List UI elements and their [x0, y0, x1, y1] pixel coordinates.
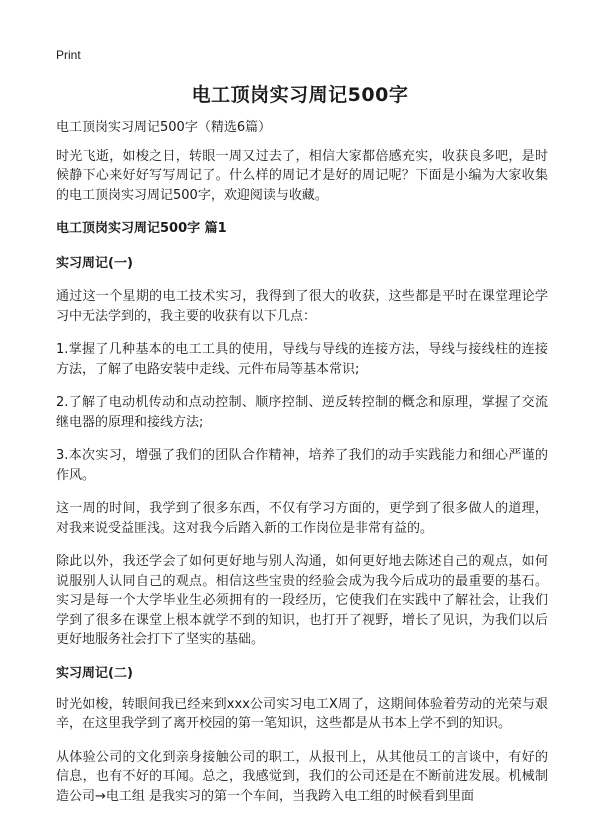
intro-paragraph: 时光飞逝，如梭之日，转眼一周又过去了，相信大家都倍感充实，收获良多吧，是时候静下心来好好写写周记了。什么样的周记才是好的周记呢？下面是小编为大家收集的电工顶岗实习周记500字，欢迎阅读与收藏。	[56, 148, 548, 203]
article-subtitle: 电工顶岗实习周记500字（精选6篇）	[56, 120, 272, 135]
paragraph: 1.掌握了几种基本的电工工具的使用，导线与导线的连接方法，导线与接线柱的连接方法，了解了电路安装中走线、元件布局等基本常识;	[56, 342, 548, 377]
paragraph: 从体验公司的文化到亲身接触公司的职工，从报刊上，从其他员工的言谈中，有好的信息，也有不好的耳闻。总之，我感觉到，我们的公司还是在不断前进发展。机械制造公司→电工组 是我实习的第一个车间，当我跨入电工组的时候看到里面	[56, 749, 548, 804]
paragraph: 通过这一个星期的电工技术实习，我得到了很大的收获，这些都是平时在课堂理论学习中无法学到的，我主要的收获有以下几点：	[56, 289, 548, 324]
entry-heading: 实习周记(一)	[56, 256, 133, 271]
entry-heading: 实习周记(二)	[56, 665, 133, 681]
paragraph: 2.了解了电动机传动和点动控制、顺序控制、逆反转控制的概念和原理，掌握了交流继电器的原理和接线方法;	[56, 395, 548, 430]
paragraph: 3.本次实习，增强了我们的团队合作精神，培养了我们的动手实践能力和细心严谨的作风。	[56, 448, 548, 483]
paragraph: 除此以外，我还学会了如何更好地与别人沟通，如何更好地去陈述自己的观点，如何说服别人认同自己的观点。相信这些宝贵的经验会成为我今后成功的最重要的基石。实习是每一个大学毕业生必须拥有的一段经历，它使我们在实践中了解社会，让我们学到了很多在课堂上根本就学不到的知识，也打开了视野，增长了见识，为我们以后更好地服务社会打下了坚实的基础。	[56, 554, 548, 647]
paragraph: 时光如梭，转眼间我已经来到xxx公司实习电工X周了，这期间体验着劳动的光荣与艰辛，在这里我学到了离开校园的第一笔知识，这些都是从书本上学不到的知识。	[56, 696, 548, 731]
paragraph: 这一周的时间，我学到了很多东西，不仅有学习方面的，更学到了很多做人的道理，对我来说受益匪浅。这对我今后踏入新的工作岗位是非常有益的。	[56, 501, 548, 536]
print-link[interactable]: Print	[56, 48, 81, 62]
page-title: 电工顶岗实习周记500字	[191, 84, 409, 106]
section-heading: 电工顶岗实习周记500字 篇1	[56, 221, 227, 236]
article-body	[56, 118, 548, 820]
